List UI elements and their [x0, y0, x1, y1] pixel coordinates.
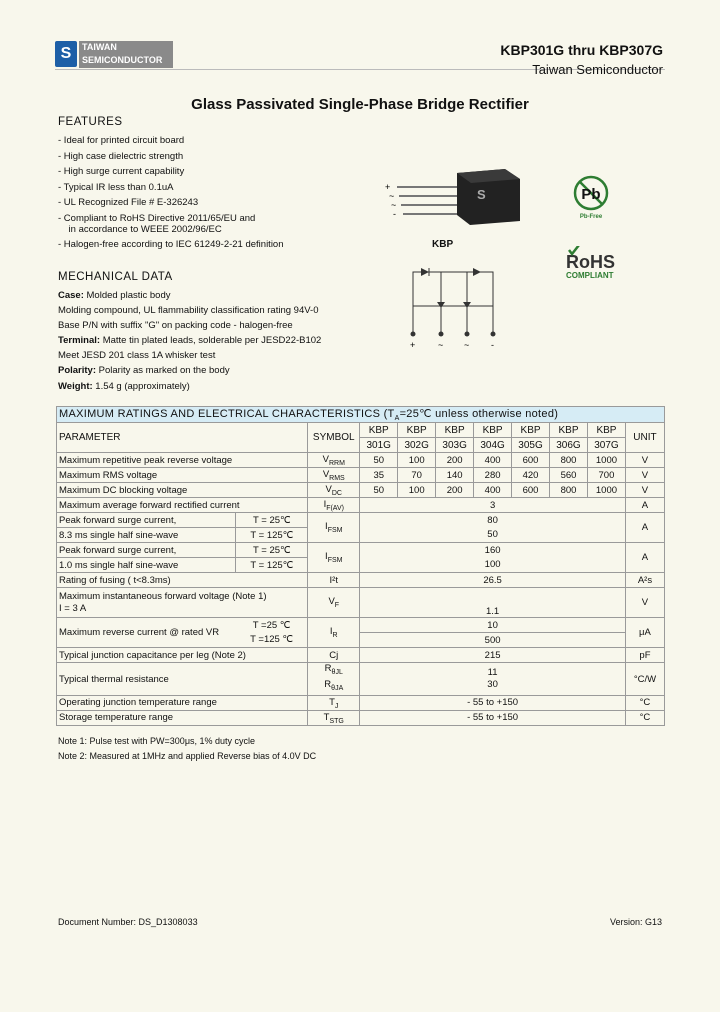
table-cell: 50 [360, 528, 626, 543]
table-cell: 50 [360, 483, 398, 498]
rohs-caption: COMPLIANT [566, 271, 614, 280]
table-cell: Typical junction capacitance per leg (Note 2) [57, 648, 308, 663]
table-cell: 80 [360, 513, 626, 528]
part-col: 301G [360, 438, 398, 453]
table-cell: 600 [512, 453, 550, 468]
version: Version: G13 [609, 917, 662, 927]
table-row [57, 513, 665, 528]
notes [58, 734, 316, 763]
table-cell: Rating of fusing ( t<8.3ms) [57, 573, 308, 588]
table-cell: Cj [308, 648, 360, 663]
part-col: 302G [398, 438, 436, 453]
part-col: 306G [550, 438, 588, 453]
table-cell: 26.5 [360, 573, 626, 588]
table-cell: 140 [436, 468, 474, 483]
table-cell: T = 25℃ [236, 543, 308, 558]
table-cell: A [625, 543, 664, 573]
document-title: Glass Passivated Single-Phase Bridge Rectifier [191, 96, 529, 113]
feature-item: - Typical IR less than 0.1uA [58, 181, 174, 193]
ratings-table [56, 406, 665, 726]
table-cell: V [625, 453, 664, 468]
feature-item: in accordance to WEEE 2002/96/EC [58, 223, 222, 235]
table-cell: 600 [512, 483, 550, 498]
table-row [57, 710, 665, 725]
table-cell: 1.1 [360, 588, 626, 618]
table-cell: 1.0 ms single half sine-wave [57, 558, 236, 573]
pin-label: + [385, 182, 391, 192]
part-col: KBP [398, 423, 436, 438]
table-cell: 11 30 [360, 663, 626, 696]
table-cell: Maximum reverse current @ rated VR [57, 618, 236, 648]
table-header-row [57, 423, 665, 438]
table-cell: 800 [550, 483, 588, 498]
table-cell: 200 [436, 483, 474, 498]
part-col: KBP [360, 423, 398, 438]
features-list [58, 133, 284, 252]
table-row [57, 695, 665, 710]
part-col: 304G [474, 438, 512, 453]
table-cell: 10 [360, 618, 626, 633]
feature-item: - Ideal for printed circuit board [58, 135, 185, 146]
table-cell: pF [625, 648, 664, 663]
part-col: 303G [436, 438, 474, 453]
table-cell: μA [625, 618, 664, 648]
table-cell: $V_{DC}$ [308, 483, 360, 498]
note: Note 2: Measured at 1MHz and applied Reverse bias of 4.0V DC [58, 750, 317, 761]
table-cell: V [625, 483, 664, 498]
logo-line-1: TAIWAN [82, 42, 117, 52]
table-cell: V [625, 588, 664, 618]
table-cell: I²t [308, 573, 360, 588]
company-name: Taiwan Semiconductor [532, 62, 663, 77]
table-row [57, 618, 665, 633]
pb-caption: Pb-Free [579, 214, 603, 220]
table-cell: Peak forward surge current, [57, 513, 236, 528]
mech-line: Polarity: Polarity as marked on the body [58, 365, 230, 377]
col-parameter: PARAMETER [57, 423, 308, 453]
table-cell: Operating junction temperature range [57, 695, 308, 710]
mech-line: Base P/N with suffix "G" on packing code - halogen-free [58, 320, 293, 332]
pin-label: ~ [391, 200, 397, 210]
table-row [57, 588, 665, 618]
table-cell: 70 [398, 468, 436, 483]
part-col: KBP [436, 423, 474, 438]
bridge-schematic [405, 262, 505, 350]
table-cell: V [625, 468, 664, 483]
mech-line: Molding compound, UL flammability classification rating 94V-0 [58, 305, 319, 317]
mechanical-list [58, 288, 321, 394]
table-cell: $T_{STG}$ [308, 710, 360, 725]
note: Note 1: Pulse test with PW=300μs, 1% duty cycle [58, 736, 256, 746]
mech-line: Weight: 1.54 g (approximately) [58, 380, 190, 392]
features-heading: FEATURES [58, 116, 123, 128]
rohs-badge [562, 246, 622, 282]
table-cell: 500 [360, 633, 626, 648]
part-col: KBP [512, 423, 550, 438]
part-col: KBP [474, 423, 512, 438]
package-image [385, 165, 525, 235]
table-cell: - 55 to +150 [360, 695, 626, 710]
document-number: Document Number: DS_D1308033 [58, 917, 198, 927]
col-unit: UNIT [625, 423, 664, 453]
pin-label: ~ [389, 191, 395, 201]
table-row [57, 468, 665, 483]
feature-item: - Halogen-free according to IEC 61249-2-21 definition [58, 238, 284, 250]
table-cell: $V_{RMS}$ [308, 468, 360, 483]
table-cell: 215 [360, 648, 626, 663]
table-cell: T =25 ℃ [236, 618, 308, 633]
table-cell: 400 [474, 483, 512, 498]
table-cell: 100 [398, 483, 436, 498]
table-cell: Maximum RMS voltage [57, 468, 308, 483]
table-row [57, 648, 665, 663]
table-cell: °C [625, 695, 664, 710]
table-cell: Typical thermal resistance [57, 663, 308, 696]
pin-label: - [393, 209, 396, 219]
logo-mark: S [55, 41, 77, 67]
table-cell: $R_{\theta JL}$ $R_{\theta JA}$ [308, 663, 360, 696]
part-col: 305G [512, 438, 550, 453]
mech-line: Meet JESD 201 class 1A whisker test [58, 350, 216, 362]
table-cell: $I_R$ [308, 618, 360, 648]
table-cell: 8.3 ms single half sine-wave [57, 528, 236, 543]
table-cell: 560 [550, 468, 588, 483]
mech-line: Terminal: Matte tin plated leads, solderable per JESD22-B102 [58, 335, 322, 347]
table-cell: 160 [360, 543, 626, 558]
table-cell: 400 [474, 453, 512, 468]
pb-free-badge [566, 172, 616, 222]
table-cell: T = 125℃ [236, 528, 308, 543]
feature-item: - Compliant to RoHS Directive 2011/65/EU and [58, 212, 256, 224]
table-cell: °C/W [625, 663, 664, 696]
table-cell: 800 [550, 453, 588, 468]
feature-item: - High case dielectric strength [58, 150, 184, 162]
part-col: KBP [587, 423, 625, 438]
part-col: KBP [550, 423, 588, 438]
table-row [57, 453, 665, 468]
table-cell: $V_{RRM}$ [308, 453, 360, 468]
table-cell: 3 [360, 498, 626, 513]
part-col: 307G [587, 438, 625, 453]
rohs-text: RoHS [566, 252, 615, 272]
table-cell: 100 [398, 453, 436, 468]
table-cell: - 55 to +150 [360, 710, 626, 725]
table-cell: 100 [360, 558, 626, 573]
table-cell: 280 [474, 468, 512, 483]
table-cell: 35 [360, 468, 398, 483]
table-cell: 1000 [587, 453, 625, 468]
table-row [57, 483, 665, 498]
mech-line: Case: Molded plastic body [58, 290, 171, 301]
table-cell: Maximum DC blocking voltage [57, 483, 308, 498]
table-cell: $I_{FSM}$ [308, 513, 360, 543]
terminal-label: - [491, 340, 494, 350]
table-cell: $I_{FSM}$ [308, 543, 360, 573]
table-cell: 1000 [587, 483, 625, 498]
table-row [57, 543, 665, 558]
table-cell: T = 125℃ [236, 558, 308, 573]
pb-text: Pb [581, 186, 601, 203]
table-cell: A [625, 498, 664, 513]
table-cell: Maximum average forward rectified current [57, 498, 308, 513]
table-cell: A [625, 513, 664, 543]
table-row [57, 573, 665, 588]
svg-text:S: S [477, 187, 486, 202]
table-cell: Maximum instantaneous forward voltage (Note 1) I = 3 A [57, 588, 308, 618]
terminal-label: + [410, 340, 416, 350]
table-row [57, 498, 665, 513]
part-title: KBP301G thru KBP307G [500, 42, 663, 58]
table-cell: T = 25℃ [236, 513, 308, 528]
table-cell: 420 [512, 468, 550, 483]
logo-line-2: SEMICONDUCTOR [82, 55, 163, 65]
table-cell: 50 [360, 453, 398, 468]
table-row [57, 663, 665, 696]
mechanical-heading: MECHANICAL DATA [58, 271, 173, 283]
table-cell: $I_{F(AV)}$ [308, 498, 360, 513]
table-cell: °C [625, 710, 664, 725]
feature-item: - UL Recognized File # E-326243 [58, 197, 199, 208]
table-cell: Storage temperature range [57, 710, 308, 725]
feature-item: - High surge current capability [58, 166, 185, 177]
table-caption: MAXIMUM RATINGS AND ELECTRICAL CHARACTERISTICS ($T_A=25℃$ unless otherwise noted) [57, 407, 665, 423]
table-cell: $T_J$ [308, 695, 360, 710]
package-label: KBP [432, 239, 454, 250]
table-cell: $V_F$ [308, 588, 360, 618]
table-cell: T =125 ℃ [236, 633, 308, 648]
table-cell: Peak forward surge current, [57, 543, 236, 558]
table-cell: Maximum repetitive peak reverse voltage [57, 453, 308, 468]
table-cell: A²s [625, 573, 664, 588]
col-symbol: SYMBOL [308, 423, 360, 453]
table-cell: 200 [436, 453, 474, 468]
company-logo [79, 41, 173, 68]
terminal-label: ~ [438, 340, 444, 350]
terminal-label: ~ [464, 340, 470, 350]
table-cell: 700 [587, 468, 625, 483]
